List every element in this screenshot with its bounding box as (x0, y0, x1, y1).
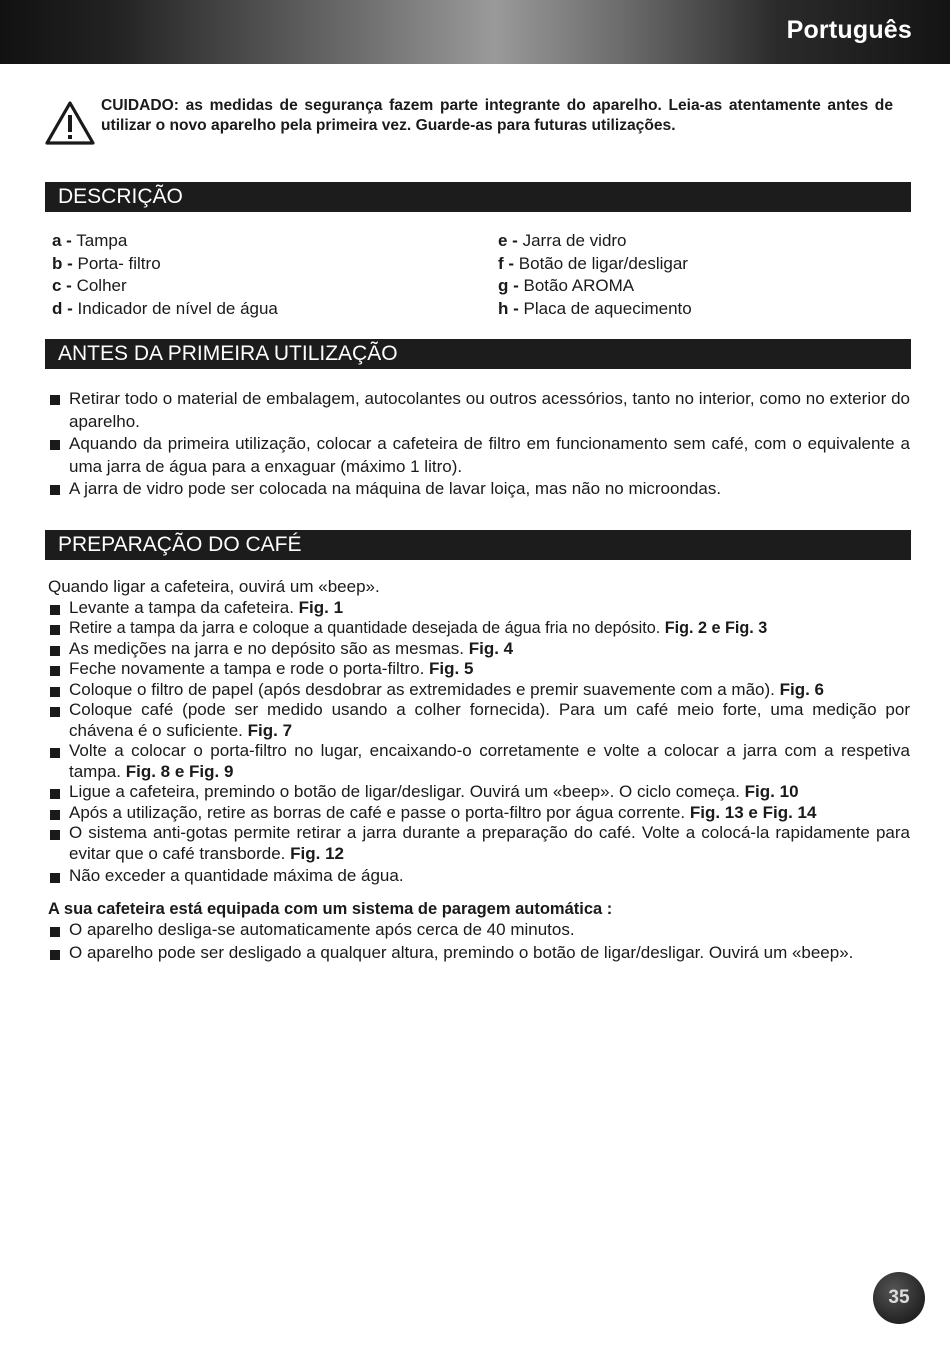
page-number: 35 (873, 1272, 925, 1324)
list-item: Após a utilização, retire as borras de café e passe o porta-filtro por água corrente. Fig. 13 e Fig. 14 (48, 803, 910, 824)
intro-text: Quando ligar a cafeteira, ouvirá um «beep». (48, 577, 380, 596)
list-item: Retire a tampa da jarra e coloque a quantidade desejada de água fria no depósito. Fig. 2 e Fig. 3 (48, 618, 910, 639)
list-item: f - Botão de ligar/desligar (498, 253, 688, 273)
description-list-left (52, 230, 472, 320)
coffee-preparation (48, 577, 910, 963)
list-item: Volte a colocar o porta-filtro no lugar, encaixando-o corretamente e volte a colocar a jarra com a respetiva tampa. Fig. 8 e Fig. 9 (48, 741, 910, 782)
list-item: b - Porta- filtro (52, 253, 161, 273)
description-list-right (498, 230, 918, 320)
list-item: g - Botão AROMA (498, 276, 635, 295)
list-item: Coloque o filtro de papel (após desdobrar as extremidades e premir suavemente com a mão). Fig. 6 (48, 680, 910, 701)
section-title-descricao: DESCRIÇÃO (45, 182, 911, 212)
list-item: Feche novamente a tampa e rode o porta-filtro. Fig. 5 (48, 659, 910, 680)
before-first-use-list (48, 388, 910, 501)
warning-text: CUIDADO: as medidas de segurança fazem parte integrante do aparelho. Leia-as atentamente antes de utilizar o novo aparelho pela primeira vez. Guarde-as para futuras utilizações. (101, 97, 893, 134)
warning-triangle-icon (44, 100, 96, 146)
list-item: O aparelho pode ser desligado a qualquer altura, premindo o botão de ligar/desligar. Ouvirá um «beep». (48, 943, 910, 964)
auto-stop-heading: A sua cafeteira está equipada com um sistema de paragem automática : (48, 899, 613, 918)
list-item: Ligue a cafeteira, premindo o botão de ligar/desligar. Ouvirá um «beep». O ciclo começa. Fig. 10 (48, 782, 910, 803)
language-title: Português (786, 16, 912, 44)
list-item: As medições na jarra e no depósito são as mesmas. Fig. 4 (48, 639, 910, 660)
list-item: Levante a tampa da cafeteira. Fig. 1 (48, 598, 910, 619)
list-item: A jarra de vidro pode ser colocada na máquina de lavar loiça, mas não no microondas. (48, 478, 910, 501)
list-item: h - Placa de aquecimento (498, 298, 692, 318)
list-item: a - Tampa (52, 231, 128, 250)
list-item: e - Jarra de vidro (498, 231, 627, 250)
list-item: Aquando da primeira utilização, colocar a cafeteira de filtro em funcionamento sem café, com o equivalente a uma jarra de água para a enxaguar (máximo 1 litro). (48, 433, 910, 478)
list-item: d - Indicador de nível de água (52, 298, 278, 318)
list-item: c - Colher (52, 276, 127, 295)
list-item: O sistema anti-gotas permite retirar a jarra durante a preparação do café. Volte a colocá-la rapidamente para evitar que o café transborde. Fig. 12 (48, 823, 910, 864)
list-item: Coloque café (pode ser medido usando a colher fornecida). Para um café meio forte, uma medição por chávena é o suficiente. Fig. 7 (48, 700, 910, 741)
list-item: Não exceder a quantidade máxima de água. (48, 866, 910, 887)
list-item: Retirar todo o material de embalagem, autocolantes ou outros acessórios, tanto no interior, como no exterior do aparelho. (48, 388, 910, 433)
section-title-preparacao: PREPARAÇÃO DO CAFÉ (45, 530, 911, 560)
header-bar (0, 0, 950, 64)
list-item: O aparelho desliga-se automaticamente após cerca de 40 minutos. (48, 920, 910, 941)
safety-warning (44, 96, 894, 156)
section-title-antes: ANTES DA PRIMEIRA UTILIZAÇÃO (45, 339, 911, 369)
